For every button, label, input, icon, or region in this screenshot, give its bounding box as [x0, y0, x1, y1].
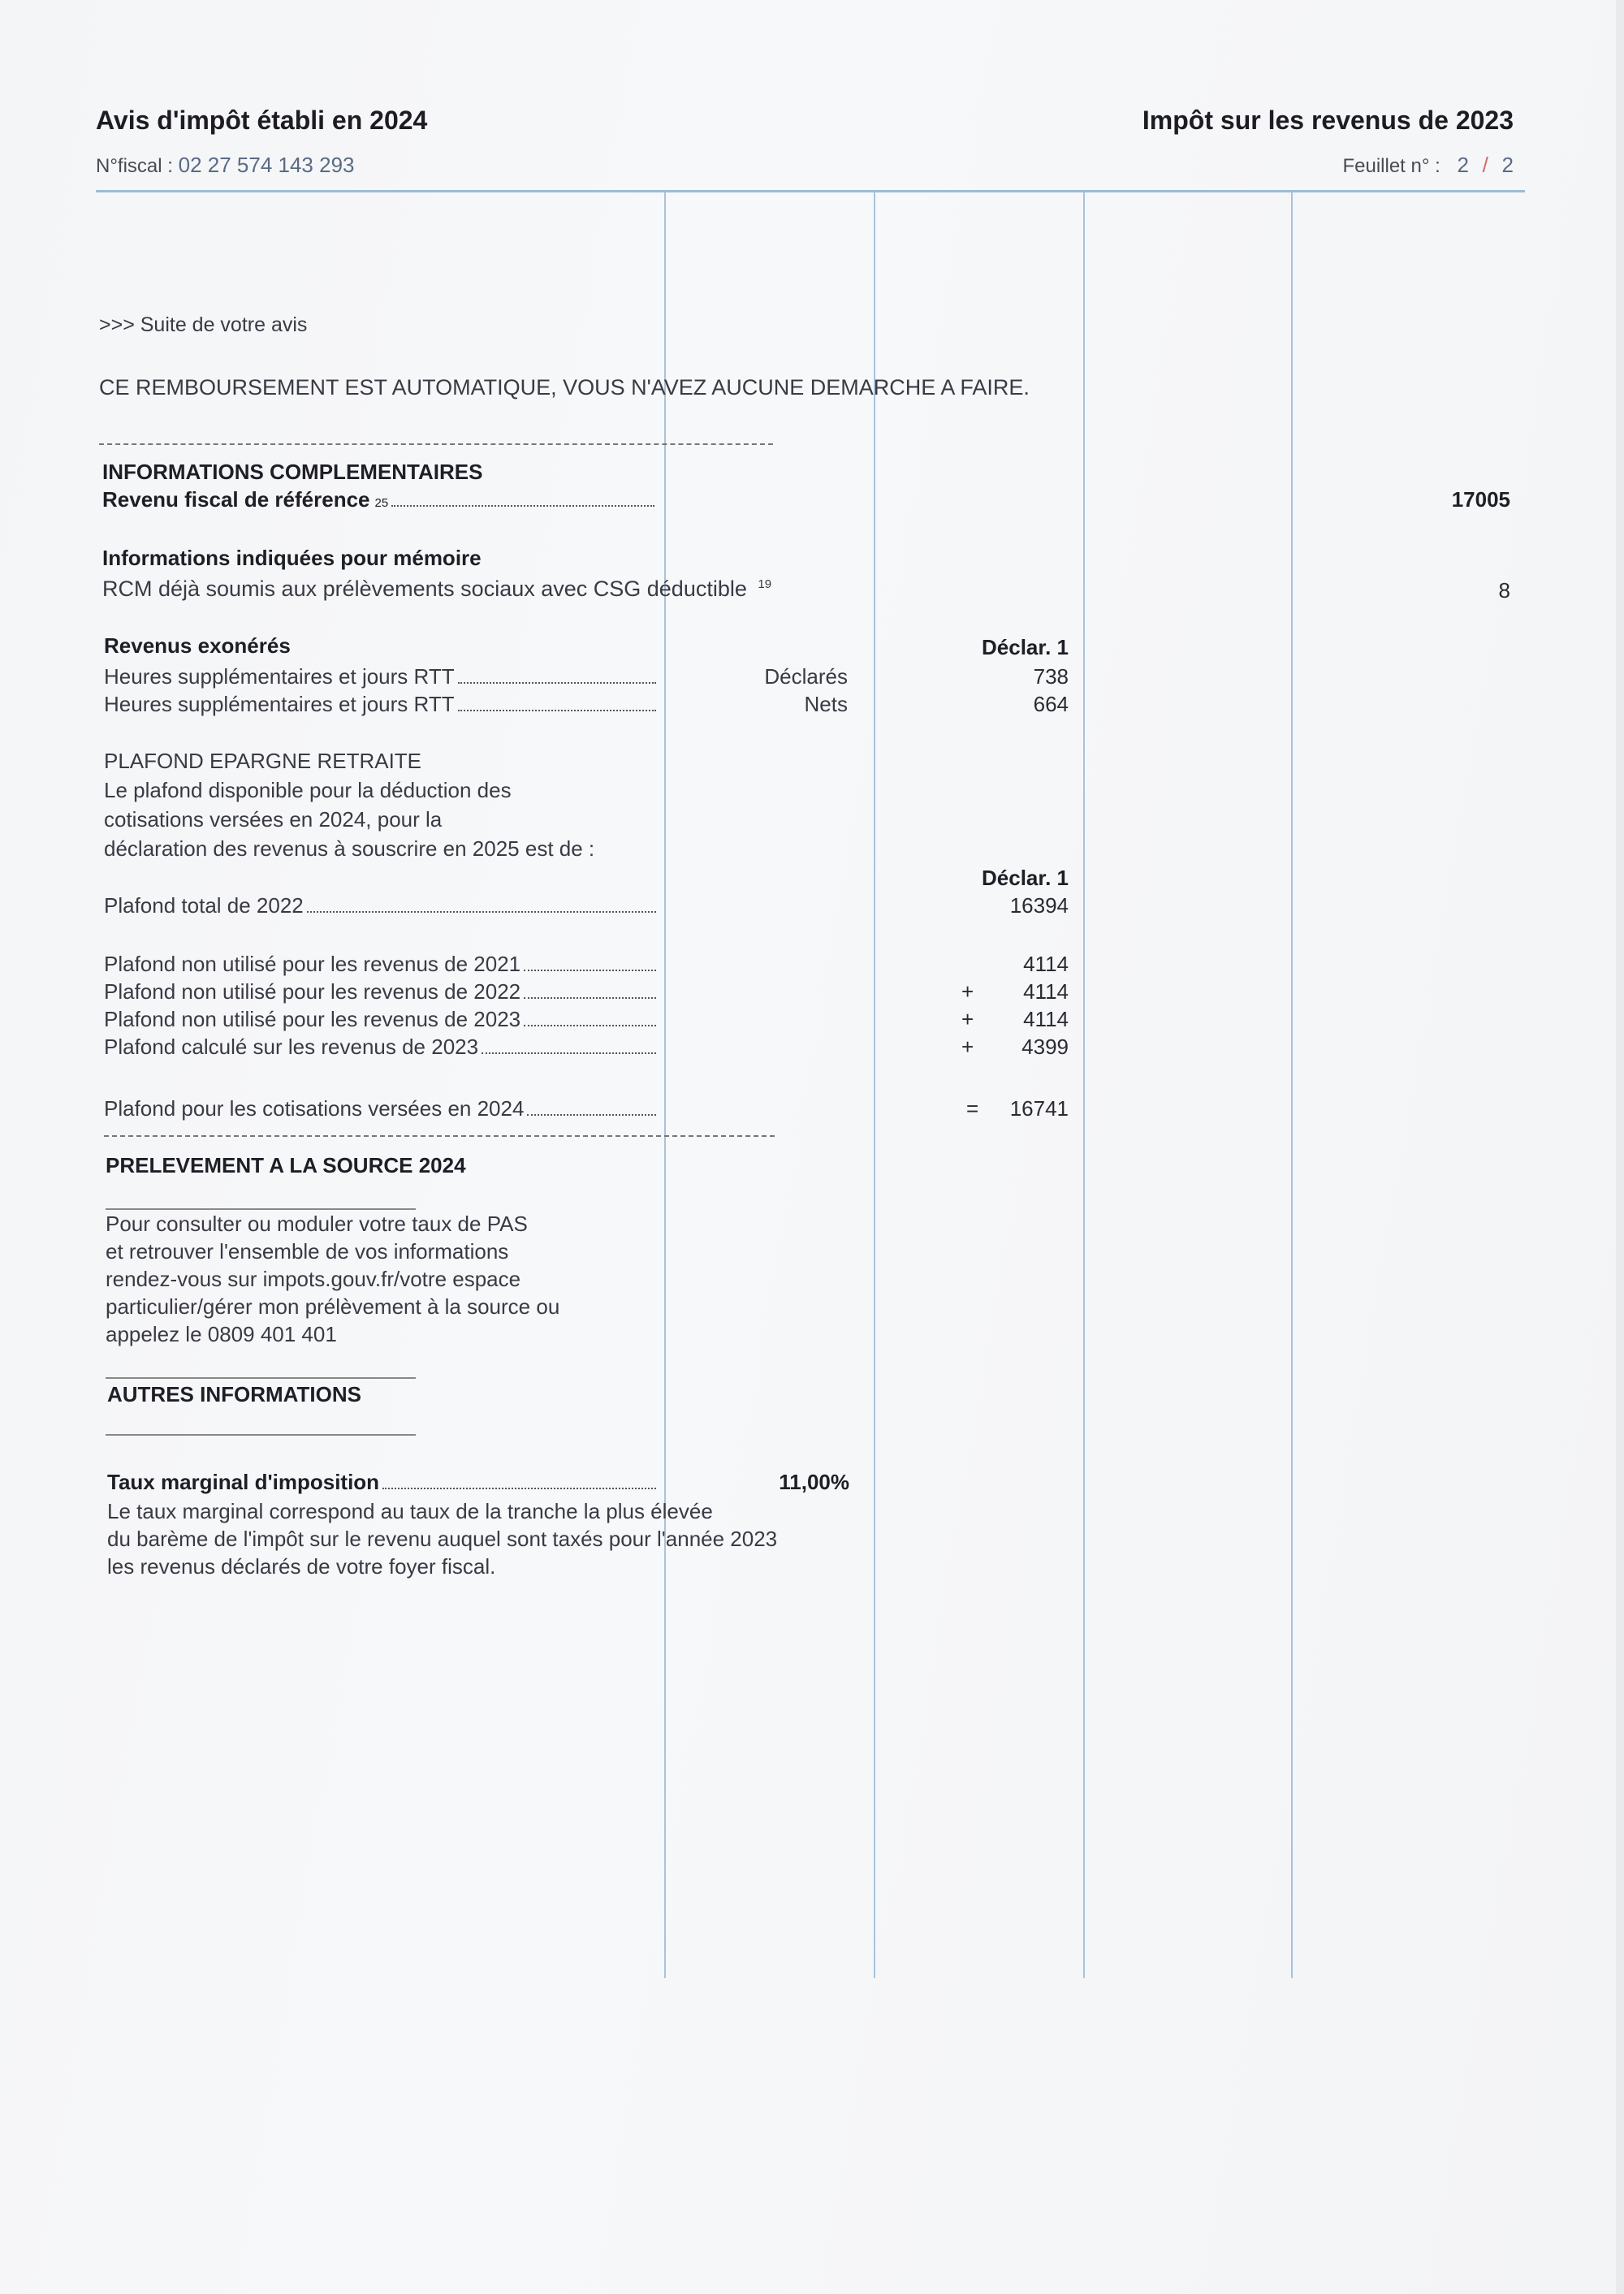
plafond-row-1 — [104, 952, 656, 977]
pas-heading: PRELEVEMENT A LA SOURCE 2024 — [106, 1153, 466, 1177]
sheet-total: 2 — [1501, 153, 1514, 177]
pas-line: Pour consulter ou moduler votre taux de PAS — [106, 1212, 528, 1236]
exempt-col-header: Déclar. 1 — [982, 635, 1069, 659]
tmi-label: Taux marginal d'imposition — [107, 1470, 380, 1494]
plafond-desc-line: Le plafond disponible pour la déduction des — [104, 778, 512, 802]
autres-heading: AUTRES INFORMATIONS — [107, 1382, 361, 1406]
sheet-separator: / — [1482, 153, 1488, 177]
rcm-row — [102, 577, 771, 602]
plafond-total-value: 16394 — [1009, 893, 1069, 918]
plafond-total-label: Plafond total de 2022 — [104, 893, 304, 918]
column-guide-3 — [1083, 192, 1085, 1978]
rcm-value: 8 — [1498, 578, 1510, 603]
sheet-current: 2 — [1457, 153, 1469, 177]
plafond-row-3 — [104, 1007, 656, 1032]
dot-leader — [524, 1025, 656, 1026]
plafond-desc-line: déclaration des revenus à souscrire en 2025 est de : — [104, 836, 595, 861]
exempt-heading: Revenus exonérés — [104, 633, 291, 658]
exempt-row-qualifier: Déclarés — [764, 664, 848, 689]
tmi-desc-line: du barème de l'impôt sur le revenu auquel sont taxés pour l'année 2023 — [107, 1527, 778, 1551]
rcm-footnote: 19 — [758, 577, 772, 591]
rfr-footnote: 25 — [374, 496, 389, 510]
plafond-result-row — [104, 1096, 656, 1121]
exempt-row-value: 738 — [1033, 664, 1069, 689]
plafond-desc-line: cotisations versées en 2024, pour la — [104, 807, 443, 832]
plafond-result-label: Plafond pour les cotisations versées en 2024 — [104, 1096, 525, 1121]
pas-underline — [106, 1208, 416, 1210]
refund-notice: CE REMBOURSEMENT EST AUTOMATIQUE, VOUS N'AVEZ AUCUNE DEMARCHE A FAIRE. — [99, 375, 1030, 400]
plafond-col-header: Déclar. 1 — [982, 866, 1069, 890]
pas-line: rendez-vous sur impots.gouv.fr/votre espace — [106, 1267, 521, 1291]
plafond-row-2 — [104, 979, 656, 1004]
sheet-label: Feuillet n° : — [1342, 155, 1440, 177]
dot-leader — [524, 997, 656, 999]
plafond-row-label: Plafond non utilisé pour les revenus de 2023 — [104, 1007, 521, 1031]
dot-leader — [382, 1488, 656, 1489]
rfr-row — [102, 487, 654, 512]
header-rule — [96, 190, 1525, 192]
autres-underline — [106, 1434, 416, 1436]
column-guide-1 — [664, 192, 666, 1978]
exempt-row-label: Heures supplémentaires et jours RTT — [104, 664, 455, 689]
tmi-desc-line: les revenus déclarés de votre foyer fiscal. — [107, 1554, 496, 1579]
plafond-result-value: 16741 — [1009, 1096, 1069, 1121]
dot-leader — [458, 682, 656, 684]
memo-heading: Informations indiquées pour mémoire — [102, 546, 482, 570]
separator-dashed — [99, 443, 773, 445]
rfr-label: Revenu fiscal de référence — [102, 487, 370, 512]
plafond-row-4 — [104, 1035, 656, 1060]
plafond-row-value: 4114 — [1023, 979, 1069, 1004]
dot-leader — [307, 911, 656, 913]
fiscal-number-label: N°fiscal : — [96, 155, 173, 177]
plafond-row-label: Plafond non utilisé pour les revenus de 2022 — [104, 979, 521, 1004]
dot-leader — [458, 710, 656, 711]
plafond-row-value: 4114 — [1023, 952, 1069, 976]
tmi-desc-line: Le taux marginal correspond au taux de la tranche la plus élevée — [107, 1499, 713, 1523]
dot-leader — [391, 505, 654, 507]
plafond-row-sign: + — [961, 1007, 974, 1031]
exempt-row-qualifier: Nets — [804, 692, 848, 716]
dot-leader — [524, 970, 656, 971]
continuation-text: >>> Suite de votre avis — [99, 313, 308, 336]
income-year-title: Impôt sur les revenus de 2023 — [1142, 106, 1514, 135]
exempt-row-1 — [104, 664, 656, 689]
rcm-label: RCM déjà soumis aux prélèvements sociaux avec CSG déductible — [102, 577, 747, 601]
column-guide-4 — [1291, 192, 1293, 1978]
sheet-number-line — [1342, 153, 1514, 178]
exempt-row-value: 664 — [1033, 692, 1069, 716]
rfr-value: 17005 — [1451, 487, 1510, 512]
plafond-row-value: 4399 — [1021, 1035, 1069, 1059]
fiscal-number-line — [96, 153, 355, 178]
dot-leader — [527, 1114, 656, 1116]
dot-leader — [482, 1052, 656, 1054]
plafond-heading: PLAFOND EPARGNE RETRAITE — [104, 749, 422, 773]
pas-line: particulier/gérer mon prélèvement à la source ou — [106, 1294, 560, 1319]
exempt-row-label: Heures supplémentaires et jours RTT — [104, 692, 455, 716]
pas-line: appelez le 0809 401 401 — [106, 1322, 337, 1346]
tmi-value: 11,00% — [779, 1470, 849, 1494]
notice-title: Avis d'impôt établi en 2024 — [96, 106, 428, 135]
plafond-row-label: Plafond calculé sur les revenus de 2023 — [104, 1035, 479, 1059]
info-complementaires-heading: INFORMATIONS COMPLEMENTAIRES — [102, 460, 483, 484]
autres-top-rule — [106, 1377, 416, 1379]
column-guide-2 — [874, 192, 875, 1978]
plafond-total-row — [104, 893, 656, 918]
plafond-row-sign: + — [961, 979, 974, 1004]
plafond-row-label: Plafond non utilisé pour les revenus de 2021 — [104, 952, 521, 976]
tmi-row — [107, 1470, 656, 1495]
plafond-row-sign: + — [961, 1035, 974, 1059]
pas-line: et retrouver l'ensemble de vos informations — [106, 1239, 509, 1264]
plafond-row-value: 4114 — [1023, 1007, 1069, 1031]
plafond-result-sign: = — [966, 1096, 979, 1121]
fiscal-number: 02 27 574 143 293 — [178, 153, 355, 177]
separator-dashed — [104, 1135, 775, 1137]
exempt-row-2 — [104, 692, 656, 717]
